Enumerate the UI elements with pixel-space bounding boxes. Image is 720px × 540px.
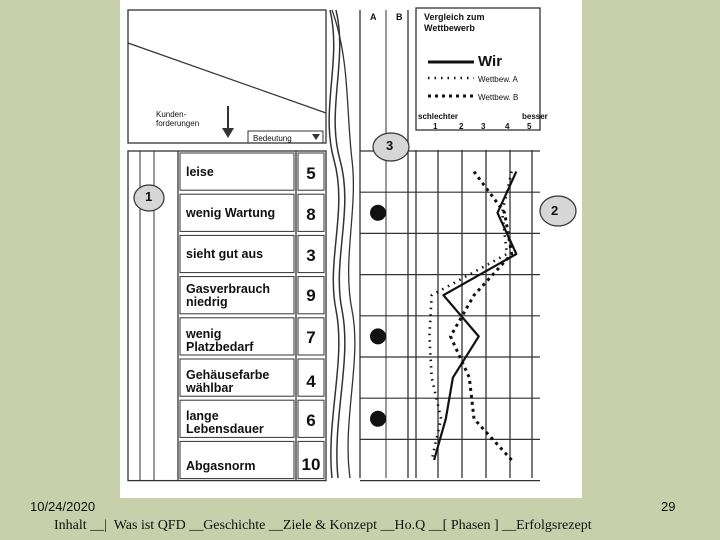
- importance-label: Bedeutung: [253, 134, 292, 143]
- scale-worse-label: schlechter: [418, 112, 459, 121]
- qfd-figure: [120, 0, 582, 498]
- column-a-dot-row-5: [370, 328, 386, 344]
- requirement-weight-5: 7: [306, 328, 316, 347]
- requirement-weight-8: 10: [301, 455, 321, 474]
- slide-date: 10/24/2020: [30, 499, 96, 514]
- requirement-weight-3: 3: [306, 246, 316, 265]
- cut-line-left-2: [335, 10, 345, 478]
- slide-page-number: 29: [661, 499, 676, 514]
- column-a-dot-row-2: [370, 205, 386, 221]
- legend-comp-a-label: Wettbew. A: [478, 75, 518, 84]
- requirement-label-6: Gehäusefarbe wählbar: [186, 368, 270, 395]
- importance-arrow-head: [312, 134, 320, 140]
- requirement-weight-2: 8: [306, 205, 316, 224]
- requirement-weight-1: 5: [306, 164, 316, 183]
- requirement-label-3: sieht gut aus: [186, 247, 264, 261]
- legend-comp-b-label: Wettbew. B: [478, 93, 519, 102]
- scale-tick-4: 4: [505, 122, 510, 131]
- requirement-weight-6: 4: [306, 372, 316, 391]
- requirement-weight-4: 9: [306, 286, 316, 305]
- marker-3-label: 3: [386, 138, 394, 153]
- col-a-label: A: [370, 12, 377, 22]
- column-a-dot-row-7: [370, 411, 386, 427]
- comparison-title: Vergleich zum Wettbewerb: [424, 12, 485, 33]
- requirement-label-4: Gasverbrauch niedrig: [186, 282, 271, 309]
- requirement-label-1: leise: [186, 165, 214, 179]
- marker-1-label: 1: [145, 189, 153, 204]
- legend-us-label: Wir: [478, 53, 503, 70]
- marker-2-label: 2: [551, 203, 559, 218]
- requirements-arrow-head: [222, 128, 234, 138]
- scale-tick-2: 2: [459, 122, 464, 131]
- requirement-weight-7: 6: [306, 411, 316, 430]
- slide-footer-nav[interactable]: Inhalt __| Was ist QFD __Geschichte __Ziele & Konzept __Ho.Q __[ Phasen ] __Erfolgsrezept: [54, 518, 592, 533]
- requirement-label-2: wenig Wartung: [186, 206, 276, 220]
- customer-requirements-label: Kunden- forderungen: [156, 110, 200, 128]
- scale-tick-1: 1: [433, 122, 438, 131]
- scale-better-label: besser: [522, 112, 548, 121]
- col-b-label: B: [396, 12, 403, 22]
- scale-tick-3: 3: [481, 122, 486, 131]
- requirement-label-7: lange Lebensdauer: [186, 409, 264, 436]
- requirement-label-8: Abgasnorm: [186, 459, 256, 473]
- scale-tick-5: 5: [527, 122, 532, 131]
- roof-diagonal: [128, 43, 326, 113]
- requirement-label-5: wenig Platzbedarf: [186, 327, 254, 354]
